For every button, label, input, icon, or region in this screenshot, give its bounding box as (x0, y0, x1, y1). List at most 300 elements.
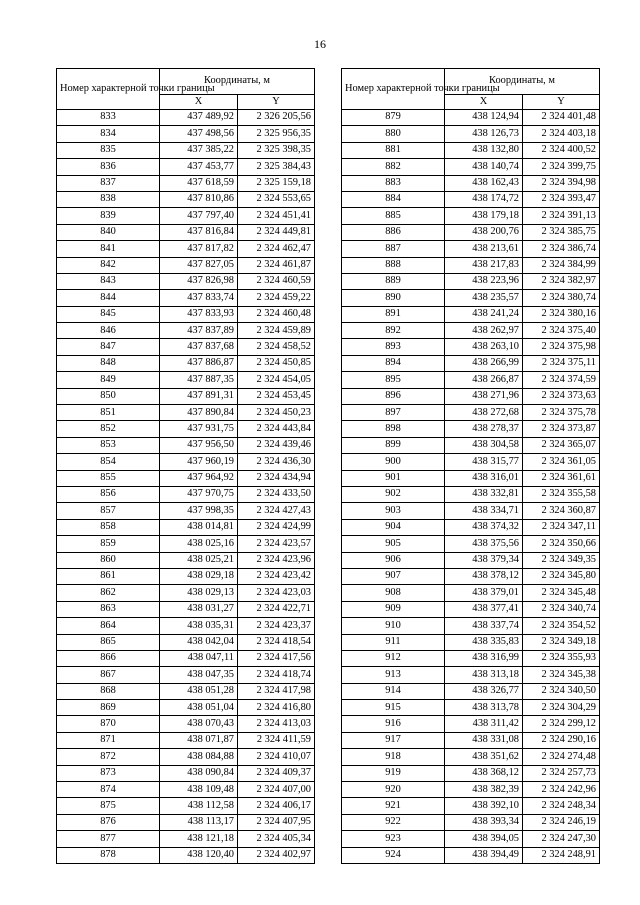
y-coordinate-cell: 2 324 349,35 (523, 552, 600, 568)
y-coordinate-cell: 2 324 436,30 (238, 454, 315, 470)
y-coordinate-cell: 2 324 380,16 (523, 306, 600, 322)
y-coordinate-cell: 2 324 247,30 (523, 831, 600, 847)
table-row (57, 257, 315, 273)
y-coordinate-cell: 2 324 417,98 (238, 683, 315, 699)
point-number-cell: 848 (57, 355, 160, 371)
coordinates-header: Координаты, м (445, 69, 600, 95)
y-coordinate-cell: 2 324 401,48 (523, 110, 600, 126)
x-coordinate-cell: 438 313,18 (445, 667, 523, 683)
point-number-cell: 860 (57, 552, 160, 568)
y-coordinate-cell: 2 324 340,50 (523, 683, 600, 699)
coordinates-table-right (341, 68, 600, 864)
y-coordinate-cell: 2 324 375,98 (523, 339, 600, 355)
x-coordinate-cell: 437 833,74 (160, 290, 238, 306)
y-coordinate-cell: 2 324 373,63 (523, 388, 600, 404)
table-row (342, 421, 600, 437)
y-coordinate-cell: 2 324 246,19 (523, 814, 600, 830)
x-coordinate-cell: 437 886,87 (160, 355, 238, 371)
x-coordinate-cell: 437 970,75 (160, 486, 238, 502)
y-coordinate-cell: 2 324 423,03 (238, 585, 315, 601)
point-number-cell: 846 (57, 323, 160, 339)
y-coordinate-cell: 2 324 373,87 (523, 421, 600, 437)
point-number-cell: 873 (57, 765, 160, 781)
table-row (342, 388, 600, 404)
point-number-cell: 865 (57, 634, 160, 650)
point-number-header: Номер характерной точки границы (342, 69, 445, 110)
y-coordinate-cell: 2 324 461,87 (238, 257, 315, 273)
x-coordinate-cell: 438 316,01 (445, 470, 523, 486)
table-row (342, 618, 600, 634)
point-number-cell: 898 (342, 421, 445, 437)
y-coordinate-cell: 2 324 422,71 (238, 601, 315, 617)
point-number-cell: 869 (57, 700, 160, 716)
y-coordinate-cell: 2 325 384,43 (238, 159, 315, 175)
point-number-cell: 918 (342, 749, 445, 765)
point-number-cell: 892 (342, 323, 445, 339)
table-row (57, 110, 315, 126)
point-number-cell: 904 (342, 519, 445, 535)
point-number-cell: 862 (57, 585, 160, 601)
point-number-cell: 890 (342, 290, 445, 306)
table-row (57, 552, 315, 568)
x-column-header: X (160, 95, 238, 110)
table-row (342, 306, 600, 322)
table-row (342, 634, 600, 650)
point-number-cell: 882 (342, 159, 445, 175)
table-row (57, 126, 315, 142)
point-number-cell: 917 (342, 732, 445, 748)
point-number-cell: 857 (57, 503, 160, 519)
table-row (57, 290, 315, 306)
y-coordinate-cell: 2 324 382,97 (523, 273, 600, 289)
table-row (57, 568, 315, 584)
table-row (342, 323, 600, 339)
table-row (57, 372, 315, 388)
table-row (342, 601, 600, 617)
y-coordinate-cell: 2 324 451,41 (238, 208, 315, 224)
table-row (57, 159, 315, 175)
y-coordinate-cell: 2 324 248,91 (523, 847, 600, 863)
x-coordinate-cell: 438 337,74 (445, 618, 523, 634)
x-coordinate-cell: 438 351,62 (445, 749, 523, 765)
point-number-cell: 896 (342, 388, 445, 404)
table-row (342, 191, 600, 207)
x-coordinate-cell: 437 817,82 (160, 241, 238, 257)
point-number-cell: 875 (57, 798, 160, 814)
x-coordinate-cell: 438 271,96 (445, 388, 523, 404)
x-coordinate-cell: 437 489,92 (160, 110, 238, 126)
point-number-cell: 842 (57, 257, 160, 273)
point-number-cell: 891 (342, 306, 445, 322)
x-coordinate-cell: 437 826,98 (160, 273, 238, 289)
point-number-cell: 881 (342, 142, 445, 158)
table-row (57, 388, 315, 404)
x-coordinate-cell: 438 047,11 (160, 650, 238, 666)
y-coordinate-cell: 2 324 386,74 (523, 241, 600, 257)
point-number-cell: 871 (57, 732, 160, 748)
x-coordinate-cell: 438 113,17 (160, 814, 238, 830)
x-column-header: X (445, 95, 523, 110)
x-coordinate-cell: 438 393,34 (445, 814, 523, 830)
x-coordinate-cell: 437 887,35 (160, 372, 238, 388)
point-number-cell: 854 (57, 454, 160, 470)
point-number-cell: 907 (342, 568, 445, 584)
point-number-cell: 883 (342, 175, 445, 191)
x-coordinate-cell: 437 956,50 (160, 437, 238, 453)
table-row (342, 650, 600, 666)
table-row (57, 306, 315, 322)
coordinates-table-left (56, 68, 315, 864)
point-number-cell: 906 (342, 552, 445, 568)
point-number-cell: 876 (57, 814, 160, 830)
table-row (57, 700, 315, 716)
table-row (57, 634, 315, 650)
x-coordinate-cell: 438 263,10 (445, 339, 523, 355)
point-number-cell: 868 (57, 683, 160, 699)
table-row (57, 650, 315, 666)
y-coordinate-cell: 2 324 391,13 (523, 208, 600, 224)
x-coordinate-cell: 438 266,99 (445, 355, 523, 371)
y-column-header: Y (238, 95, 315, 110)
x-coordinate-cell: 438 121,18 (160, 831, 238, 847)
table-row (342, 831, 600, 847)
x-coordinate-cell: 438 377,41 (445, 601, 523, 617)
x-coordinate-cell: 438 235,57 (445, 290, 523, 306)
y-coordinate-cell: 2 324 290,16 (523, 732, 600, 748)
point-number-cell: 909 (342, 601, 445, 617)
y-coordinate-cell: 2 324 405,34 (238, 831, 315, 847)
point-number-cell: 889 (342, 273, 445, 289)
point-number-cell: 901 (342, 470, 445, 486)
x-coordinate-cell: 437 810,86 (160, 191, 238, 207)
y-coordinate-cell: 2 324 349,18 (523, 634, 600, 650)
point-number-cell: 858 (57, 519, 160, 535)
x-coordinate-cell: 438 140,74 (445, 159, 523, 175)
y-coordinate-cell: 2 324 450,23 (238, 405, 315, 421)
x-coordinate-cell: 438 382,39 (445, 782, 523, 798)
table-row (57, 585, 315, 601)
y-coordinate-cell: 2 324 402,97 (238, 847, 315, 863)
table-row (57, 618, 315, 634)
y-coordinate-cell: 2 324 384,99 (523, 257, 600, 273)
y-coordinate-cell: 2 324 423,57 (238, 536, 315, 552)
y-coordinate-cell: 2 324 553,65 (238, 191, 315, 207)
table-row (342, 732, 600, 748)
x-coordinate-cell: 438 031,27 (160, 601, 238, 617)
y-coordinate-cell: 2 324 417,56 (238, 650, 315, 666)
page-number: 16 (314, 37, 326, 51)
table-row (342, 159, 600, 175)
y-coordinate-cell: 2 324 361,05 (523, 454, 600, 470)
table-row (57, 486, 315, 502)
table-row (57, 798, 315, 814)
x-coordinate-cell: 437 453,77 (160, 159, 238, 175)
x-coordinate-cell: 438 120,40 (160, 847, 238, 863)
x-coordinate-cell: 438 379,01 (445, 585, 523, 601)
x-coordinate-cell: 437 385,22 (160, 142, 238, 158)
y-coordinate-cell: 2 324 380,74 (523, 290, 600, 306)
point-number-cell: 853 (57, 437, 160, 453)
point-number-cell: 897 (342, 405, 445, 421)
table-row (342, 683, 600, 699)
x-coordinate-cell: 438 084,88 (160, 749, 238, 765)
point-number-cell: 872 (57, 749, 160, 765)
y-coordinate-cell: 2 324 365,07 (523, 437, 600, 453)
table-row (342, 749, 600, 765)
y-coordinate-cell: 2 325 398,35 (238, 142, 315, 158)
table-row (342, 552, 600, 568)
y-coordinate-cell: 2 324 407,95 (238, 814, 315, 830)
y-coordinate-cell: 2 324 460,48 (238, 306, 315, 322)
x-coordinate-cell: 438 394,49 (445, 847, 523, 863)
x-coordinate-cell: 437 837,68 (160, 339, 238, 355)
table-row (342, 372, 600, 388)
point-number-cell: 838 (57, 191, 160, 207)
point-number-cell: 902 (342, 486, 445, 502)
point-number-header: Номер характерной точки границы (57, 69, 160, 110)
y-coordinate-cell: 2 324 433,50 (238, 486, 315, 502)
y-coordinate-cell: 2 324 393,47 (523, 191, 600, 207)
point-number-cell: 885 (342, 208, 445, 224)
table-row (342, 175, 600, 191)
y-coordinate-cell: 2 324 416,80 (238, 700, 315, 716)
table-row (57, 437, 315, 453)
table-row (342, 847, 600, 863)
x-coordinate-cell: 438 071,87 (160, 732, 238, 748)
x-coordinate-cell: 437 816,84 (160, 224, 238, 240)
table-row (57, 683, 315, 699)
point-number-cell: 835 (57, 142, 160, 158)
y-coordinate-cell: 2 324 274,48 (523, 749, 600, 765)
point-number-cell: 859 (57, 536, 160, 552)
y-coordinate-cell: 2 324 459,89 (238, 323, 315, 339)
point-number-cell: 847 (57, 339, 160, 355)
x-coordinate-cell: 438 378,12 (445, 568, 523, 584)
y-coordinate-cell: 2 324 418,54 (238, 634, 315, 650)
table-row (342, 241, 600, 257)
point-number-cell: 877 (57, 831, 160, 847)
x-coordinate-cell: 438 029,13 (160, 585, 238, 601)
point-number-cell: 924 (342, 847, 445, 863)
table-row (342, 585, 600, 601)
x-coordinate-cell: 438 331,08 (445, 732, 523, 748)
x-coordinate-cell: 437 827,05 (160, 257, 238, 273)
x-coordinate-cell: 438 304,58 (445, 437, 523, 453)
point-number-cell: 903 (342, 503, 445, 519)
point-number-cell: 922 (342, 814, 445, 830)
x-coordinate-cell: 437 833,93 (160, 306, 238, 322)
point-number-cell: 919 (342, 765, 445, 781)
table-row (342, 765, 600, 781)
x-coordinate-cell: 437 964,92 (160, 470, 238, 486)
table-row (57, 175, 315, 191)
point-number-cell: 921 (342, 798, 445, 814)
table-row (57, 749, 315, 765)
x-coordinate-cell: 438 025,21 (160, 552, 238, 568)
x-coordinate-cell: 438 335,83 (445, 634, 523, 650)
point-number-cell: 894 (342, 355, 445, 371)
x-coordinate-cell: 438 379,34 (445, 552, 523, 568)
y-coordinate-cell: 2 324 439,46 (238, 437, 315, 453)
table-row (57, 765, 315, 781)
y-coordinate-cell: 2 324 345,48 (523, 585, 600, 601)
x-coordinate-cell: 438 241,24 (445, 306, 523, 322)
x-coordinate-cell: 438 278,37 (445, 421, 523, 437)
x-coordinate-cell: 437 618,59 (160, 175, 238, 191)
table-row (342, 454, 600, 470)
x-coordinate-cell: 438 014,81 (160, 519, 238, 535)
x-coordinate-cell: 438 042,04 (160, 634, 238, 650)
table-row (57, 831, 315, 847)
y-coordinate-cell: 2 324 418,74 (238, 667, 315, 683)
table-row (342, 224, 600, 240)
x-coordinate-cell: 438 334,71 (445, 503, 523, 519)
point-number-cell: 878 (57, 847, 160, 863)
table-row (342, 798, 600, 814)
y-coordinate-cell: 2 324 257,73 (523, 765, 600, 781)
table-row (57, 716, 315, 732)
x-coordinate-cell: 437 998,35 (160, 503, 238, 519)
y-coordinate-cell: 2 324 453,45 (238, 388, 315, 404)
point-number-cell: 850 (57, 388, 160, 404)
point-number-cell: 893 (342, 339, 445, 355)
point-number-cell: 866 (57, 650, 160, 666)
x-coordinate-cell: 438 124,94 (445, 110, 523, 126)
x-coordinate-cell: 438 162,43 (445, 175, 523, 191)
y-coordinate-cell: 2 325 159,18 (238, 175, 315, 191)
x-coordinate-cell: 438 047,35 (160, 667, 238, 683)
point-number-cell: 874 (57, 782, 160, 798)
y-coordinate-cell: 2 324 427,43 (238, 503, 315, 519)
x-coordinate-cell: 437 960,19 (160, 454, 238, 470)
y-coordinate-cell: 2 324 403,18 (523, 126, 600, 142)
y-coordinate-cell: 2 324 385,75 (523, 224, 600, 240)
x-coordinate-cell: 438 223,96 (445, 273, 523, 289)
point-number-cell: 833 (57, 110, 160, 126)
y-coordinate-cell: 2 324 242,96 (523, 782, 600, 798)
x-coordinate-cell: 438 266,87 (445, 372, 523, 388)
point-number-cell: 880 (342, 126, 445, 142)
y-coordinate-cell: 2 324 423,37 (238, 618, 315, 634)
y-coordinate-cell: 2 324 400,52 (523, 142, 600, 158)
table-row (57, 339, 315, 355)
y-coordinate-cell: 2 324 355,58 (523, 486, 600, 502)
point-number-cell: 841 (57, 241, 160, 257)
table-row (57, 355, 315, 371)
table-row (342, 142, 600, 158)
y-coordinate-cell: 2 324 394,98 (523, 175, 600, 191)
point-number-cell: 912 (342, 650, 445, 666)
x-coordinate-cell: 438 174,72 (445, 191, 523, 207)
table-row (57, 405, 315, 421)
y-coordinate-cell: 2 324 347,11 (523, 519, 600, 535)
y-coordinate-cell: 2 324 423,96 (238, 552, 315, 568)
point-number-cell: 887 (342, 241, 445, 257)
table-row (57, 224, 315, 240)
table-row (342, 503, 600, 519)
x-coordinate-cell: 437 797,40 (160, 208, 238, 224)
table-row (57, 208, 315, 224)
x-coordinate-cell: 438 126,73 (445, 126, 523, 142)
x-coordinate-cell: 438 070,43 (160, 716, 238, 732)
point-number-cell: 879 (342, 110, 445, 126)
table-row (57, 814, 315, 830)
y-coordinate-cell: 2 324 361,61 (523, 470, 600, 486)
table-row (342, 405, 600, 421)
table-row (57, 470, 315, 486)
table-row (57, 667, 315, 683)
y-coordinate-cell: 2 324 407,00 (238, 782, 315, 798)
table-body-left (57, 110, 315, 864)
point-number-cell: 916 (342, 716, 445, 732)
x-coordinate-cell: 438 213,61 (445, 241, 523, 257)
y-coordinate-cell: 2 324 424,99 (238, 519, 315, 535)
point-number-cell: 899 (342, 437, 445, 453)
x-coordinate-cell: 437 931,75 (160, 421, 238, 437)
x-coordinate-cell: 438 272,68 (445, 405, 523, 421)
x-coordinate-cell: 438 200,76 (445, 224, 523, 240)
y-coordinate-cell: 2 324 411,59 (238, 732, 315, 748)
point-number-cell: 843 (57, 273, 160, 289)
y-coordinate-cell: 2 324 345,38 (523, 667, 600, 683)
y-coordinate-cell: 2 324 450,85 (238, 355, 315, 371)
x-coordinate-cell: 438 179,18 (445, 208, 523, 224)
table-row (57, 421, 315, 437)
point-number-cell: 864 (57, 618, 160, 634)
table-row (342, 700, 600, 716)
point-number-cell: 905 (342, 536, 445, 552)
x-coordinate-cell: 438 316,99 (445, 650, 523, 666)
y-coordinate-cell: 2 325 956,35 (238, 126, 315, 142)
x-coordinate-cell: 438 132,80 (445, 142, 523, 158)
y-coordinate-cell: 2 324 454,05 (238, 372, 315, 388)
y-coordinate-cell: 2 324 409,37 (238, 765, 315, 781)
y-coordinate-cell: 2 324 443,84 (238, 421, 315, 437)
point-number-cell: 849 (57, 372, 160, 388)
point-number-cell: 914 (342, 683, 445, 699)
point-number-cell: 837 (57, 175, 160, 191)
table-row (57, 273, 315, 289)
table-row (57, 142, 315, 158)
x-coordinate-cell: 438 090,84 (160, 765, 238, 781)
table-row (342, 290, 600, 306)
y-coordinate-cell: 2 324 299,12 (523, 716, 600, 732)
table-row (342, 110, 600, 126)
x-coordinate-cell: 438 217,83 (445, 257, 523, 273)
y-coordinate-cell: 2 324 340,74 (523, 601, 600, 617)
table-row (57, 732, 315, 748)
table-row (342, 208, 600, 224)
x-coordinate-cell: 438 394,05 (445, 831, 523, 847)
y-coordinate-cell: 2 324 350,66 (523, 536, 600, 552)
x-coordinate-cell: 438 262,97 (445, 323, 523, 339)
y-coordinate-cell: 2 324 304,29 (523, 700, 600, 716)
y-coordinate-cell: 2 324 399,75 (523, 159, 600, 175)
table-row (342, 814, 600, 830)
y-coordinate-cell: 2 324 354,52 (523, 618, 600, 634)
y-column-header: Y (523, 95, 600, 110)
y-coordinate-cell: 2 324 449,81 (238, 224, 315, 240)
x-coordinate-cell: 438 109,48 (160, 782, 238, 798)
y-coordinate-cell: 2 324 434,94 (238, 470, 315, 486)
table-row (57, 601, 315, 617)
point-number-cell: 834 (57, 126, 160, 142)
table-row (57, 503, 315, 519)
table-row (57, 519, 315, 535)
table-body-right (342, 110, 600, 864)
point-number-cell: 884 (342, 191, 445, 207)
point-number-cell: 856 (57, 486, 160, 502)
